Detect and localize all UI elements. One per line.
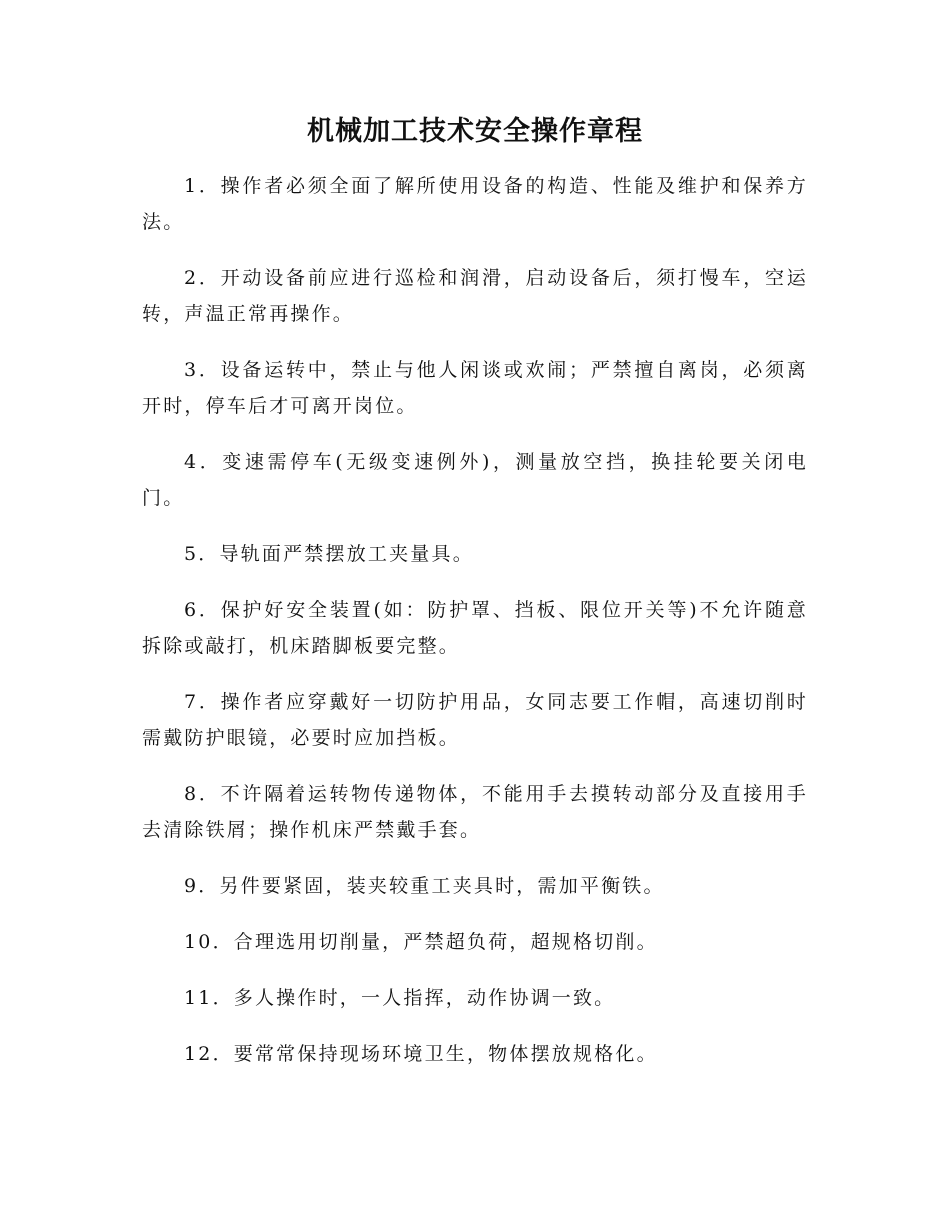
rules-list — [142, 168, 808, 1092]
rule-item-3: 3．设备运转中，禁止与他人闲谈或欢闹；严禁擅自离岗，必须离开时，停车后才可离开岗位。 — [142, 359, 808, 417]
rule-item-4: 4．变速需停车(无级变速例外)，测量放空挡，换挂轮要关闭电门。 — [142, 451, 808, 509]
rule-item-2: 2．开动设备前应进行巡检和润滑，启动设备后，须打慢车，空运转，声温正常再操作。 — [142, 267, 808, 325]
rule-item-9: 9．另件要紧固，装夹较重工夹具时，需加平衡铁。 — [184, 875, 665, 897]
rule-item-1: 1．操作者必须全面了解所使用设备的构造、性能及维护和保养方法。 — [142, 175, 808, 233]
rule-item-8: 8．不许隔着运转物传递物体，不能用手去摸转动部分及直接用手去清除铁屑；操作机床严禁戴手套。 — [142, 783, 808, 841]
rule-item-10: 10．合理选用切削量，严禁超负荷，超规格切削。 — [184, 931, 658, 953]
rule-item-12: 12．要常常保持现场环境卫生，物体摆放规格化。 — [184, 1043, 658, 1065]
document-title: 机械加工技术安全操作章程 — [307, 116, 643, 147]
rule-item-11: 11．多人操作时，一人指挥，动作协调一致。 — [184, 987, 616, 1009]
rule-item-6: 6．保护好安全装置(如：防护罩、挡板、限位开关等)不允许随意拆除或敲打，机床踏脚板要完整。 — [142, 599, 808, 657]
rule-item-5: 5．导轨面严禁摆放工夹量具。 — [184, 543, 474, 565]
rule-item-7: 7．操作者应穿戴好一切防护用品，女同志要工作帽，高速切削时需戴防护眼镜，必要时应加挡板。 — [142, 691, 808, 749]
